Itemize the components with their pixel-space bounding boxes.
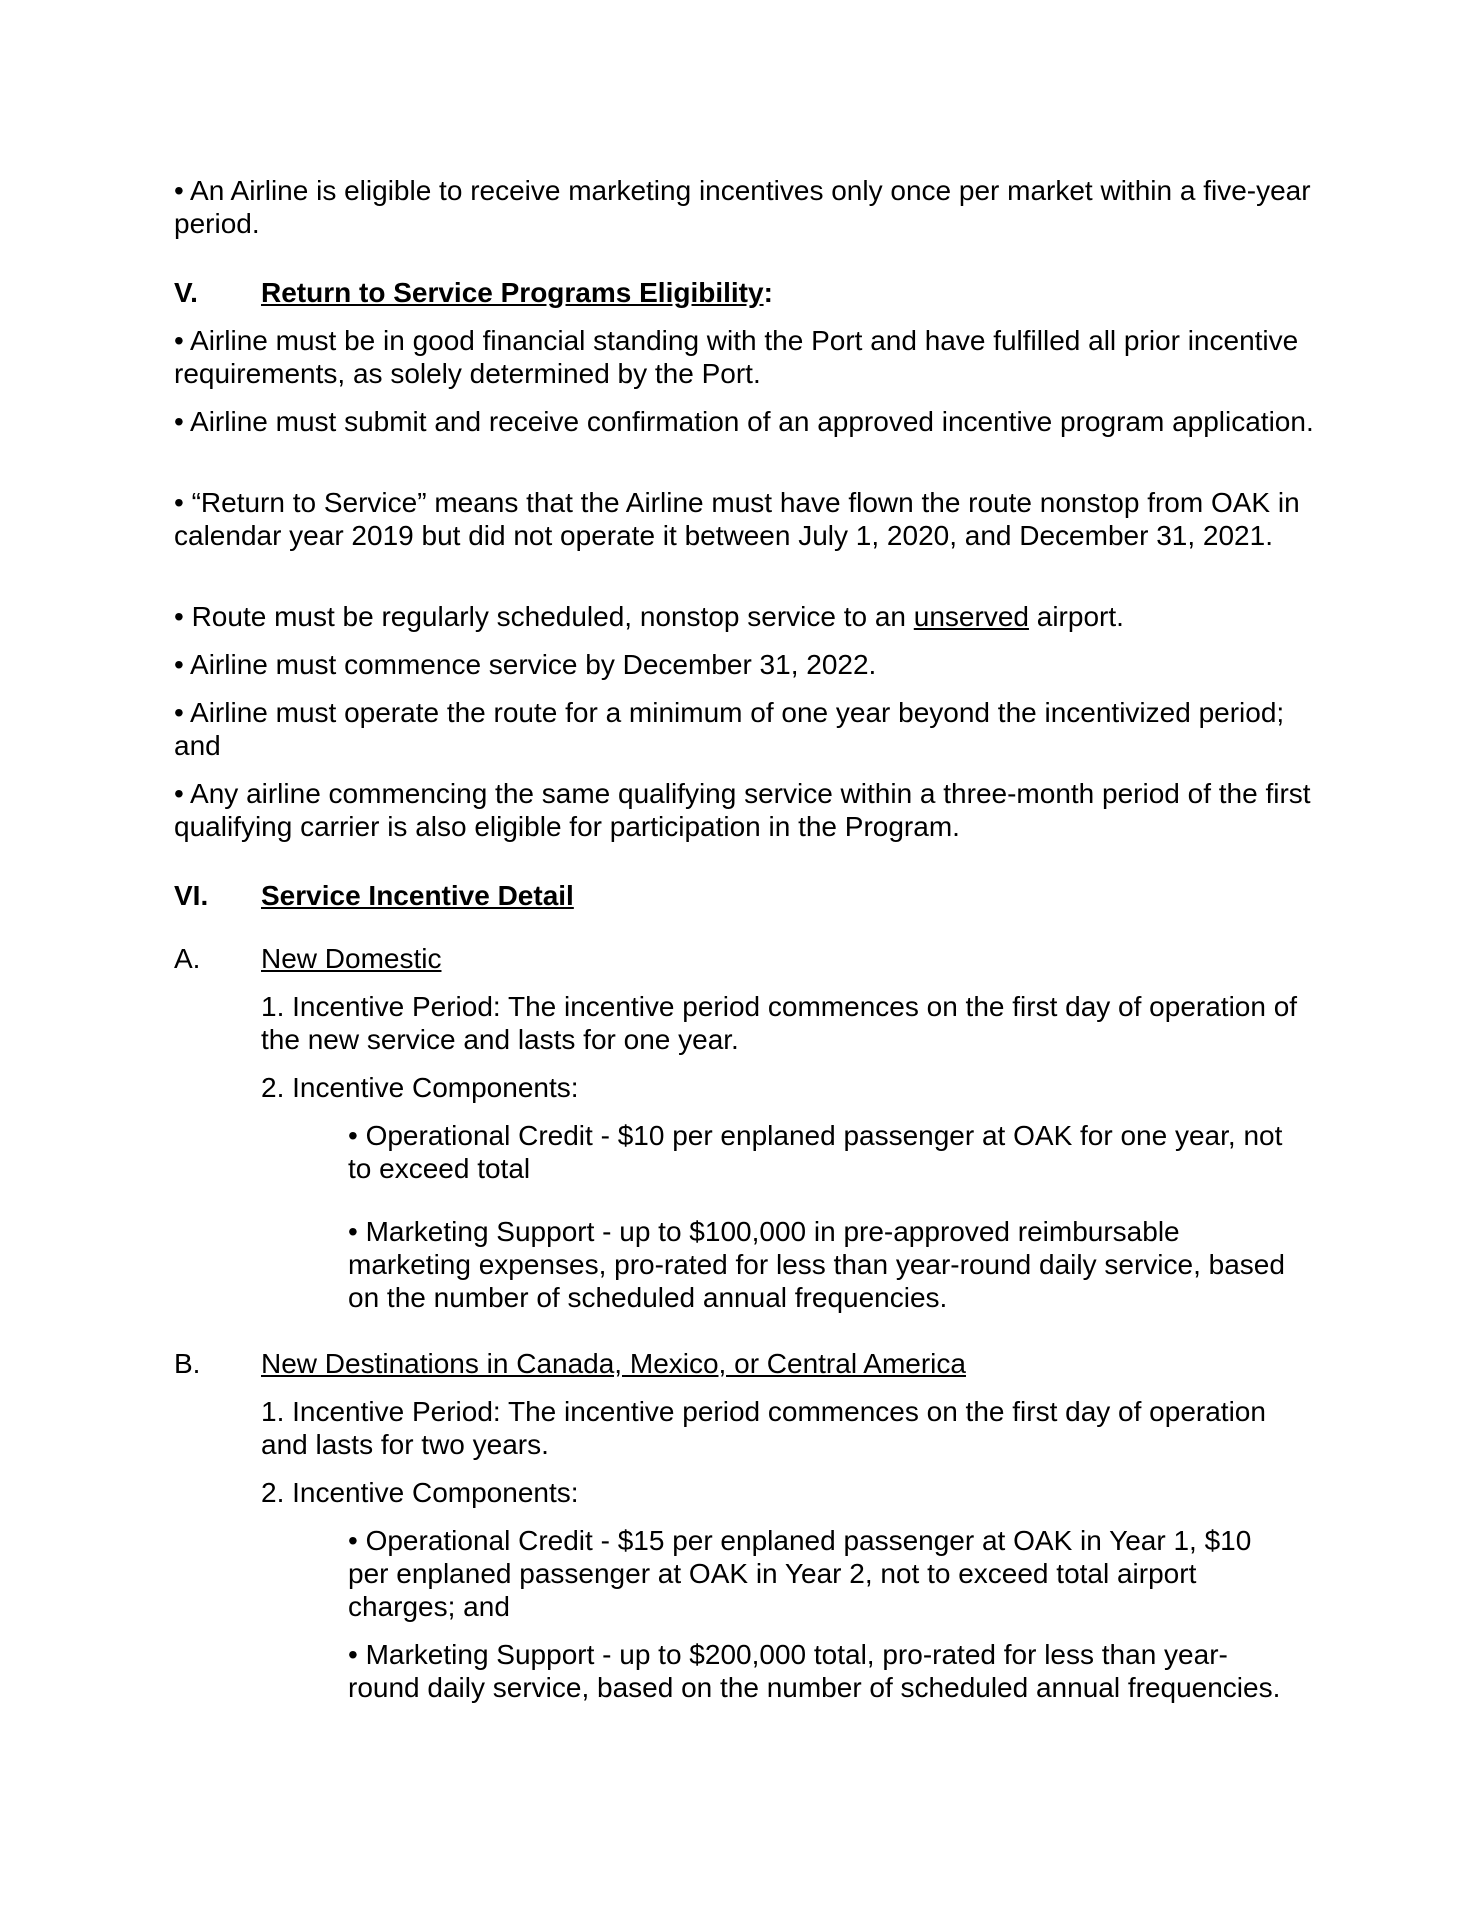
- subsection-a-item-2: 2. Incentive Components:: [261, 1072, 579, 1103]
- section-v-route-bullet: [174, 600, 1319, 633]
- subsection-a-title: New Domestic: [261, 943, 442, 974]
- section-v-number: V.: [174, 277, 198, 308]
- route-bullet-before: • Route must be regularly scheduled, nonstop service to an: [174, 601, 914, 632]
- subsection-b-letter: B.: [174, 1348, 201, 1379]
- section-vi-title: Service Incentive Detail: [261, 880, 574, 911]
- section-v-colon: :: [763, 277, 773, 308]
- subsection-b-bullet-2: • Marketing Support - up to $200,000 total, pro-rated for less than year-round daily service, based on the number of scheduled annual frequencies.: [348, 1639, 1281, 1703]
- route-bullet-after: airport.: [1028, 601, 1124, 632]
- section-v-bullet-4: • Airline must commence service by December 31, 2022.: [174, 649, 877, 680]
- subsection-a-bullet-1: • Operational Credit - $10 per enplaned passenger at OAK for one year, not to exceed total: [348, 1120, 1283, 1184]
- subsection-b-title: New Destinations in Canada, Mexico, or Central America: [261, 1348, 966, 1379]
- section-v-bullet-2: • Airline must submit and receive confirmation of an approved incentive program application.: [174, 406, 1314, 437]
- intro-bullet: • An Airline is eligible to receive marketing incentives only once per market within a five-year period.: [174, 175, 1311, 239]
- route-bullet-underlined: unserved: [913, 601, 1029, 632]
- section-v-bullet-5: • Airline must operate the route for a minimum of one year beyond the incentivized period; and: [174, 697, 1285, 761]
- subsection-a-item-1: 1. Incentive Period: The incentive period commences on the first day of operation of the new service and lasts for one year.: [261, 991, 1298, 1055]
- section-v-bullet-1: • Airline must be in good financial standing with the Port and have fulfilled all prior incentive requirements, as solely determined by the Port.: [174, 325, 1299, 389]
- section-v-title: [261, 276, 764, 309]
- subsection-b-bullet-1: • Operational Credit - $15 per enplaned passenger at OAK in Year 1, $10 per enplaned passenger at OAK in Year 2, not to exceed total airport charges; and: [348, 1525, 1252, 1622]
- subsection-a-bullet-2: • Marketing Support - up to $100,000 in pre-approved reimbursable marketing expenses, pro-rated for less than year-round daily service, based on the number of scheduled annual frequencies.: [348, 1216, 1285, 1313]
- subsection-a-letter: A.: [174, 943, 201, 974]
- section-v-title-text: Return to Service Programs Eligibility: [261, 277, 764, 308]
- section-v-bullet-3: • “Return to Service” means that the Airline must have flown the route nonstop from OAK in calendar year 2019 but did not operate it between July 1, 2020, and December 31, 2021.: [174, 487, 1300, 551]
- section-v-bullet-6: • Any airline commencing the same qualifying service within a three-month period of the first qualifying carrier is also eligible for participation in the Program.: [174, 778, 1311, 842]
- section-vi-number: VI.: [174, 880, 209, 911]
- subsection-b-item-1: 1. Incentive Period: The incentive period commences on the first day of operation and lasts for two years.: [261, 1396, 1266, 1460]
- subsection-b-item-2: 2. Incentive Components:: [261, 1477, 579, 1508]
